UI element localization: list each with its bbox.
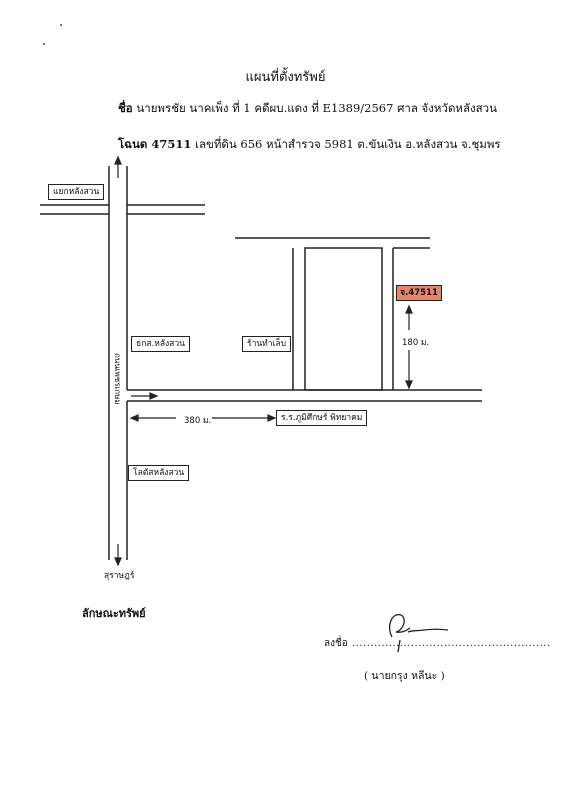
dist-380-right-arrow-icon [268,415,275,421]
label-shop: ร้านทำเล็บ [242,336,291,352]
label-bank: ธกส.หลังสวน [131,336,190,352]
label-lotus: โลตัสหลังสวน [128,465,189,481]
label-school: ร.ร.ภูมิศึกษร์ พิทยาคม [276,410,367,426]
scan-speck [60,24,62,26]
scan-speck [43,43,45,45]
signature-label: ลงชื่อ [324,638,348,649]
deed-value: เลขที่ดิน 656 หน้าสำรวจ 5981 ต.ขันเงิน อ.หลังสวน จ.ชุมพร [195,137,501,151]
deed-label: โฉนด 47511 [118,137,192,151]
dist-180-down-arrow-icon [406,381,412,388]
label-dist-380: 380 ม. [184,416,212,426]
property-section-label: ลักษณะทรัพย์ [82,607,146,620]
signer-name: ( นายกรุง หลีนะ ) [364,670,445,682]
document-title: แผนที่ตั้งทรัพย์ [245,70,326,85]
name-label: ชื่อ [118,101,133,115]
dist-380-left-arrow-icon [131,415,138,421]
city-block [305,248,382,390]
dist-180-up-arrow-icon [406,306,412,313]
label-plot: จ.47511 [396,285,442,301]
label-junction: แยกหลังสวน [48,184,104,200]
label-surat: สุราษฎร์ [104,571,135,581]
south-arrow-icon [115,558,121,565]
turn-arrow-icon [150,393,157,399]
name-value: นายพรชัย นาคเพ็ง ที่ 1 คดีผบ.แดง ที่ E1389/2567 ศาล จังหวัดหลังสวน [136,101,497,115]
signature-line: ...................................................... [352,638,551,649]
north-arrow-icon [115,157,121,164]
label-dist-180: 180 ม. [402,338,430,348]
label-highway: ถนนเพชรเกษม [113,353,122,405]
